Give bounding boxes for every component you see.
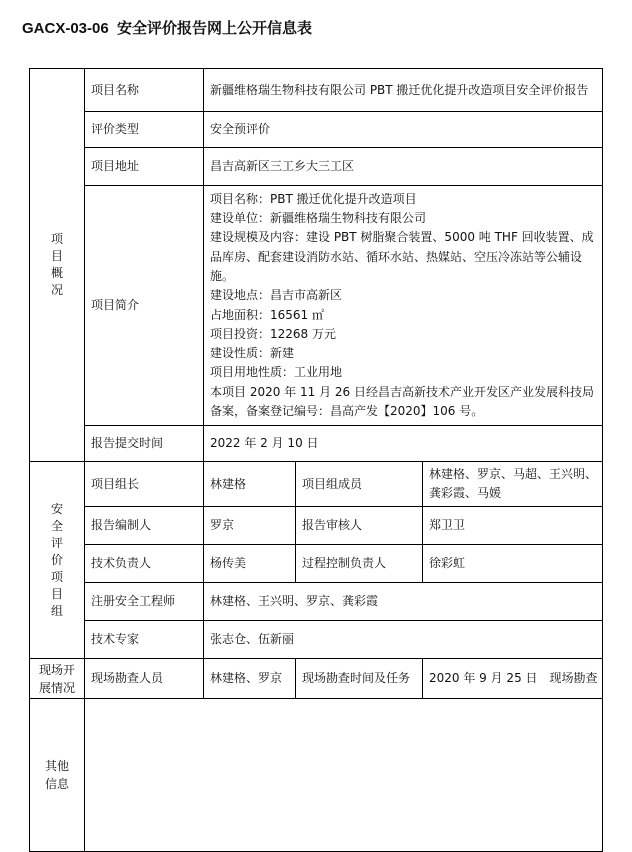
engineers-label: 注册安全工程师 <box>85 583 204 621</box>
process-lead-value: 徐彩虹 <box>423 545 603 583</box>
project-name-value: 新疆维格瑞生物科技有限公司 PBT 搬迁优化提升改造项目安全评价报告 <box>204 69 603 112</box>
submit-time-label: 报告提交时间 <box>85 426 204 462</box>
experts-value: 张志仓、伍新丽 <box>204 621 603 659</box>
other-info-value <box>85 699 603 852</box>
members-label: 项目组成员 <box>296 462 423 507</box>
intro-label: 项目简介 <box>85 186 204 426</box>
compiler-label: 报告编制人 <box>85 507 204 545</box>
section-site: 现场开展情况 <box>30 659 85 699</box>
surveyors-value: 林建格、罗京 <box>204 659 296 699</box>
process-lead-label: 过程控制负责人 <box>296 545 423 583</box>
intro-line: 项目名称：PBT 搬迁优化提升改造项目 <box>210 191 417 206</box>
eval-type-label: 评价类型 <box>85 112 204 148</box>
form-code: GACX-03-06 <box>22 20 109 37</box>
project-name-label: 项目名称 <box>85 69 204 112</box>
reviewer-label: 报告审核人 <box>296 507 423 545</box>
address-value: 昌吉高新区三工乡大三工区 <box>204 148 603 186</box>
form-title: 安全评价报告网上公开信息表 <box>117 20 313 37</box>
tech-lead-value: 杨传美 <box>204 545 296 583</box>
intro-line: 占地面积：16561 ㎡ <box>210 307 324 322</box>
intro-line: 建设性质：新建 <box>210 346 295 361</box>
section-overview: 项目概况 <box>30 69 85 462</box>
time-task-value: 2020 年 9 月 25 日 现场勘查 <box>423 659 603 699</box>
leader-label: 项目组长 <box>85 462 204 507</box>
intro-line: 项目投资：12268 万元 <box>210 326 336 341</box>
engineers-value: 林建格、王兴明、罗京、龚彩霞 <box>204 583 603 621</box>
reviewer-value: 郑卫卫 <box>423 507 603 545</box>
page-title <box>22 17 312 38</box>
info-table <box>29 68 603 852</box>
intro-value <box>204 186 603 426</box>
intro-line: 建设地点：昌吉市高新区 <box>210 288 343 303</box>
time-task-label: 现场勘查时间及任务 <box>296 659 423 699</box>
address-label: 项目地址 <box>85 148 204 186</box>
compiler-value: 罗京 <box>204 507 296 545</box>
intro-line: 本项目 2020 年 11 月 26 日经昌吉高新技术产业开发区产业发展科技局备案，备案登记编号：昌高产发【2020】106 号。 <box>210 384 594 418</box>
section-team: 安全评价项目组 <box>30 462 85 659</box>
members-value: 林建格、罗京、马超、王兴明、龚彩霞、马媛 <box>423 462 603 507</box>
section-other: 其他信息 <box>30 699 85 852</box>
tech-lead-label: 技术负责人 <box>85 545 204 583</box>
leader-value: 林建格 <box>204 462 296 507</box>
eval-type-value: 安全预评价 <box>204 112 603 148</box>
intro-line: 项目用地性质：工业用地 <box>210 365 343 380</box>
surveyors-label: 现场勘查人员 <box>85 659 204 699</box>
intro-line: 建设规模及内容：建设 PBT 树脂聚合装置、5000 吨 THF 回收装置、成品库房、配套建设消防水站、循环水站、热媒站、空压冷冻站等公辅设施。 <box>210 230 594 283</box>
experts-label: 技术专家 <box>85 621 204 659</box>
submit-time-value: 2022 年 2 月 10 日 <box>204 426 603 462</box>
intro-line: 建设单位：新疆维格瑞生物科技有限公司 <box>210 211 427 226</box>
